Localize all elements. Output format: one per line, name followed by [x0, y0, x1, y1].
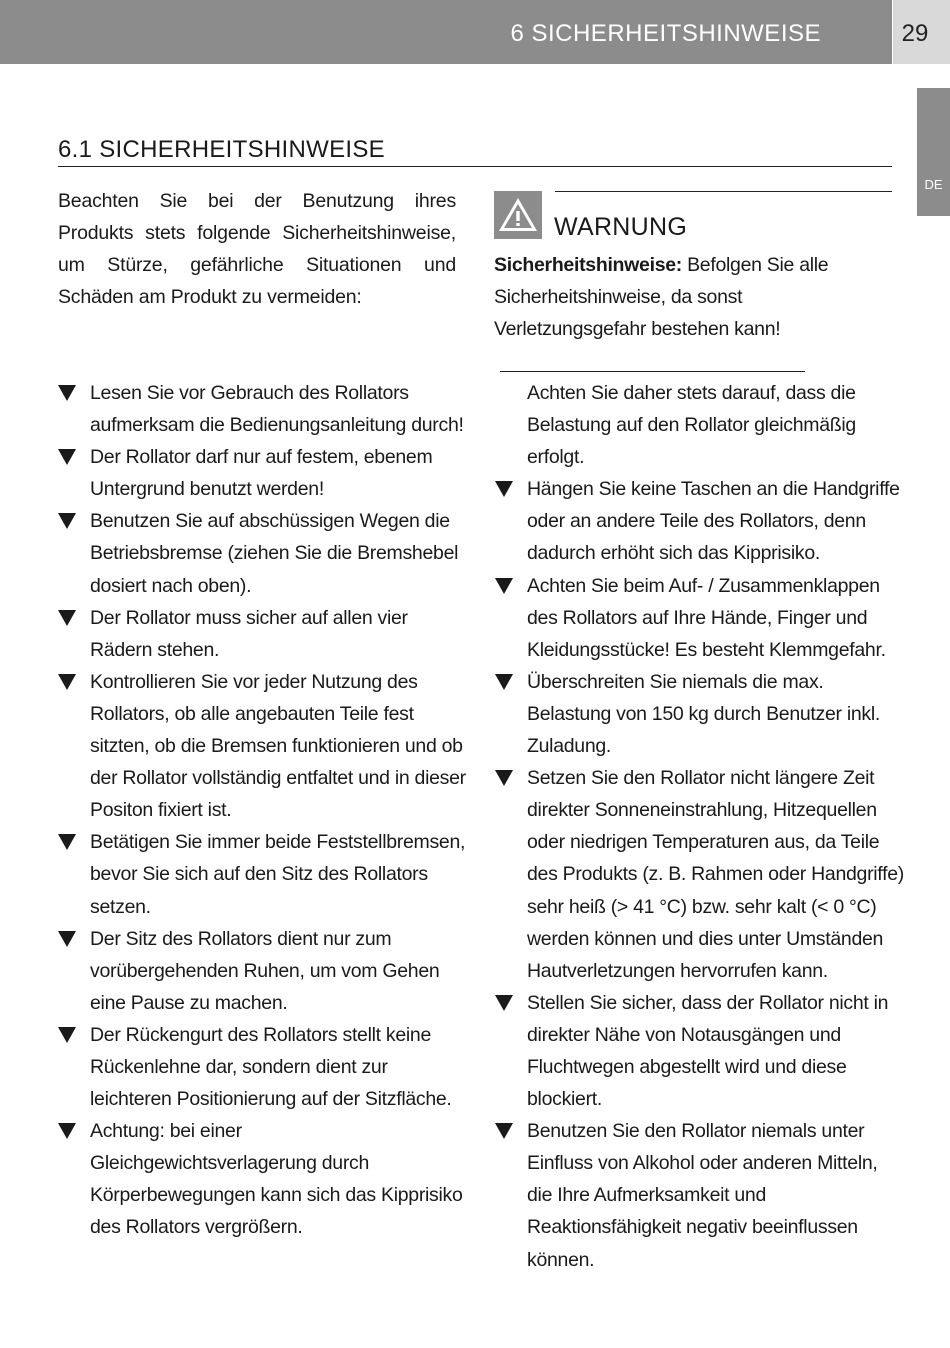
list-item-text: Der Sitz des Rollators dient nur zum vorübergehenden Ruhen, um vom Gehen eine Pause zu machen. — [90, 927, 440, 1014]
bullet-triangle-icon — [58, 1027, 76, 1043]
list-item — [58, 666, 468, 826]
list-item-text: Benutzen Sie auf abschüssigen Wegen die Betriebsbremse (ziehen Sie die Bremshebel dosiert nach oben). — [90, 510, 459, 597]
list-item — [495, 987, 905, 1115]
bullet-triangle-icon — [58, 385, 76, 401]
list-item-text: Überschreiten Sie niemals die max. Belastung von 150 kg durch Benutzer inkl. Zuladung. — [527, 670, 881, 758]
list-item-text: Achten Sie beim Auf- / Zusammenklappen des Rollators auf Ihre Hände, Finger und Kleidungsstücke! Es besteht Klemmgefahr. — [527, 574, 886, 661]
list-item — [495, 570, 905, 666]
list-item-text: Der Rollator muss sicher auf allen vier Rädern stehen. — [90, 606, 408, 661]
list-item-text: Betätigen Sie immer beide Feststellbremsen, bevor Sie sich auf den Sitz des Rollators setzen. — [90, 831, 466, 918]
list-item — [58, 826, 468, 922]
list-item — [58, 602, 468, 666]
page-number: 29 — [901, 20, 929, 47]
list-item-text: Benutzen Sie den Rollator niemals unter Einfluss von Alkohol oder anderen Mitteln, die Ihre Aufmerksamkeit und Reaktionsfähigkeit negativ beeinflussen können. — [527, 1120, 878, 1271]
page-number-box — [893, 0, 950, 64]
header-bar — [0, 0, 892, 64]
warning-rule-bottom — [500, 371, 805, 372]
section-title: 6.1 SICHERHEITSHINWEISE — [58, 136, 385, 163]
bullet-triangle-icon — [58, 834, 76, 850]
bullet-triangle-icon — [495, 1123, 513, 1139]
list-item — [495, 1115, 905, 1275]
left-safety-list — [58, 377, 468, 1244]
bullet-triangle-icon — [58, 513, 76, 529]
chapter-title: 6 SICHERHEITSHINWEISE — [510, 20, 821, 47]
language-tab-label: DE — [924, 177, 943, 192]
warning-title: WARNUNG — [554, 213, 688, 241]
intro-paragraph: Beachten Sie bei der Benutzung ihres Produkts stets folgende Sicherheitshinweise, um Stürze, gefährliche Situationen und Schäden am Produkt zu vermeiden: — [58, 190, 456, 308]
bullet-triangle-icon — [495, 578, 513, 594]
list-item-text: Hängen Sie keine Taschen an die Handgriffe oder an andere Teile des Rollators, denn dadurch erhöht sich das Kipprisiko. — [527, 478, 900, 565]
warning-lead: Sicherheitshinweise: — [494, 254, 682, 276]
bullet-triangle-icon — [495, 770, 513, 786]
bullet-triangle-icon — [58, 674, 76, 690]
right-safety-list — [495, 377, 905, 1276]
bullet-triangle-icon — [495, 995, 513, 1011]
warning-triangle-icon — [494, 191, 542, 239]
list-item — [58, 1019, 468, 1115]
list-item — [58, 923, 468, 1019]
bullet-triangle-icon — [58, 449, 76, 465]
list-item — [58, 1115, 468, 1243]
list-item — [58, 441, 468, 505]
list-item — [495, 666, 905, 762]
warning-rule-top — [555, 191, 892, 192]
list-item-text: Achtung: bei einer Gleichgewichtsverlagerung durch Körperbewegungen kann sich das Kipprisiko des Rollators vergrößern. — [90, 1120, 463, 1239]
list-item-text: Setzen Sie den Rollator nicht längere Zeit direkter Sonneneinstrahlung, Hitzequellen oder niedrigen Temperaturen aus, da Teile des Produkts (z. B. Rahmen oder Handgriffe) sehr heiß (> 41 °C) bzw. sehr kalt (< 0 °C) werden können und dies unter Umständen Hautverletzungen hervorrufen kann. — [527, 767, 904, 982]
list-item-text: Kontrollieren Sie vor jeder Nutzung des Rollators, ob alle angebauten Teile fest sitzten, ob die Bremsen funktionieren und ob der Rollator vollständig entfaltet und in dieser Positon fixiert ist. — [90, 670, 466, 822]
list-item-text: Der Rückengurt des Rollators stellt keine Rückenlehne dar, sondern dient zur leichteren Positionierung auf der Sitzfläche. — [90, 1023, 452, 1111]
list-item-text: Der Rollator darf nur auf festem, ebenem Untergrund benutzt werden! — [90, 446, 433, 501]
list-item — [58, 505, 468, 601]
bullet-triangle-icon — [58, 1123, 76, 1139]
bullet-triangle-icon — [495, 674, 513, 690]
language-tab — [917, 88, 950, 216]
bullet-triangle-icon — [495, 481, 513, 497]
section-rule — [58, 166, 892, 167]
warning-body: Befolgen Sie alle Sicherheitshinweise, da sonst Verletzungsgefahr bestehen kann! — [494, 254, 829, 340]
list-item-text: Stellen Sie sicher, dass der Rollator nicht in direkter Nähe von Notausgängen und Fluchtwegen abgestellt wird und diese blockiert. — [527, 991, 889, 1111]
list-item — [495, 762, 905, 987]
list-item-continuation: Achten Sie daher stets darauf, dass die Belastung auf den Rollator gleichmäßig erfolgt. — [527, 382, 856, 469]
list-item — [495, 473, 905, 569]
bullet-triangle-icon — [58, 610, 76, 626]
warning-text — [494, 249, 892, 377]
list-item-text: Lesen Sie vor Gebrauch des Rollators aufmerksam die Bedienungsanleitung durch! — [90, 382, 464, 437]
list-item — [58, 377, 468, 441]
bullet-triangle-icon — [58, 931, 76, 947]
